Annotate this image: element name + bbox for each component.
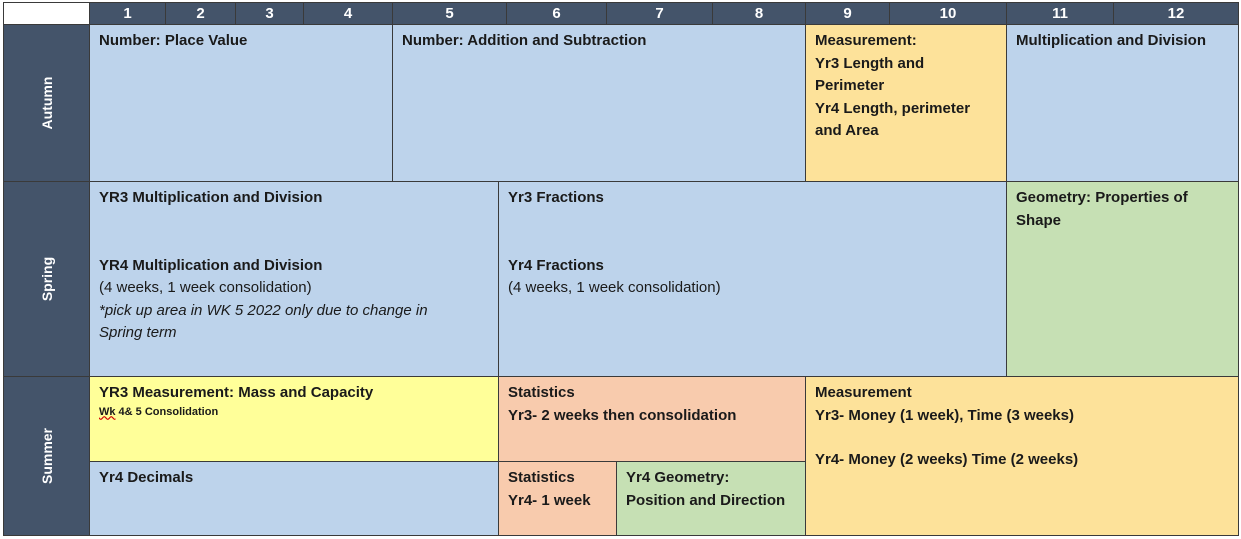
spring-geometry	[1006, 181, 1239, 377]
week-header-9: 9	[805, 2, 890, 25]
spring-fractions-yr4: Yr4 Fractions	[508, 256, 604, 274]
week-header-4: 4	[303, 2, 393, 25]
autumn-measurement-title: Measurement:	[815, 32, 917, 49]
week-header-10: 10	[889, 2, 1007, 25]
spring-geometry-title-b: Shape	[1016, 211, 1062, 229]
autumn-measurement-yr3-b: Perimeter	[815, 77, 885, 94]
summer-measurement-yr4: Yr4- Money (2 weeks) Time (2 weeks)	[815, 451, 1079, 468]
spring-mult-div	[89, 181, 499, 377]
spring-fractions-note: (4 weeks, 1 week consolidation)	[508, 279, 721, 296]
summer-statistics-yr4	[498, 461, 617, 536]
autumn-measurement-yr3-a: Yr3 Length and	[815, 54, 925, 72]
summer-mass-capacity	[89, 376, 499, 462]
spring-mult-div-yr4: YR4 Multiplication and Division	[99, 256, 323, 274]
autumn-add-sub-title: Number: Addition and Subtraction	[402, 32, 647, 49]
summer-mass-capacity-wk: Wk	[99, 405, 116, 418]
term-autumn	[3, 24, 90, 182]
term-spring-label: Spring	[38, 256, 55, 302]
week-header-3: 3	[235, 2, 304, 25]
week-header-11: 11	[1006, 2, 1114, 25]
autumn-place-value-title: Number: Place Value	[99, 32, 248, 49]
summer-measurement-title: Measurement	[815, 384, 912, 401]
week-header-6: 6	[506, 2, 607, 25]
summer-statistics-yr4-sub: Yr4- 1 week	[508, 491, 591, 509]
summer-measurement	[805, 376, 1239, 536]
summer-statistics-yr3-sub: Yr3- 2 weeks then consolidation	[508, 406, 737, 424]
term-spring	[3, 181, 90, 377]
summer-statistics-yr4-title: Statistics	[508, 469, 575, 486]
week-header-7: 7	[606, 2, 713, 25]
summer-geometry-yr4-title-b: Position and Direction	[626, 491, 786, 509]
spring-geometry-title-a: Geometry: Properties of	[1016, 189, 1188, 206]
summer-mass-capacity-sub-text: 4& 5 Consolidation	[115, 405, 219, 418]
autumn-add-sub	[392, 24, 806, 182]
curriculum-grid	[3, 2, 1239, 536]
summer-mass-capacity-sub	[99, 405, 489, 419]
summer-statistics-yr3-title: Statistics	[508, 384, 575, 401]
summer-decimals	[89, 461, 499, 536]
autumn-place-value	[89, 24, 393, 182]
autumn-measurement-yr4-a: Yr4 Length, perimeter	[815, 99, 971, 117]
summer-measurement-yr3: Yr3- Money (1 week), Time (3 weeks)	[815, 406, 1074, 424]
summer-geometry-yr4	[616, 461, 806, 536]
summer-statistics-yr3	[498, 376, 806, 462]
autumn-measurement-yr4-b: and Area	[815, 122, 879, 139]
spring-fractions-yr3: Yr3 Fractions	[508, 189, 604, 206]
term-autumn-label: Autumn	[38, 76, 55, 130]
term-summer-label: Summer	[38, 427, 55, 485]
summer-decimals-title: Yr4 Decimals	[99, 469, 194, 486]
summer-mass-capacity-title: YR3 Measurement: Mass and Capacity	[99, 384, 374, 401]
week-header-5: 5	[392, 2, 507, 25]
autumn-measurement	[805, 24, 1007, 182]
spring-mult-div-note: (4 weeks, 1 week consolidation)	[99, 279, 312, 296]
week-header-2: 2	[165, 2, 236, 25]
week-header-8: 8	[712, 2, 806, 25]
week-header-12: 12	[1113, 2, 1239, 25]
corner-cell	[3, 2, 90, 25]
autumn-mult-div-title: Multiplication and Division	[1016, 32, 1207, 49]
spring-mult-div-italic-a: *pick up area in WK 5 2022 only due to change in	[99, 301, 428, 319]
spring-fractions	[498, 181, 1007, 377]
term-summer	[3, 376, 90, 536]
spring-mult-div-yr3: YR3 Multiplication and Division	[99, 189, 323, 206]
spring-mult-div-italic-b: Spring term	[99, 324, 177, 341]
summer-geometry-yr4-title-a: Yr4 Geometry:	[626, 469, 730, 486]
autumn-mult-div	[1006, 24, 1239, 182]
week-header-1: 1	[89, 2, 166, 25]
